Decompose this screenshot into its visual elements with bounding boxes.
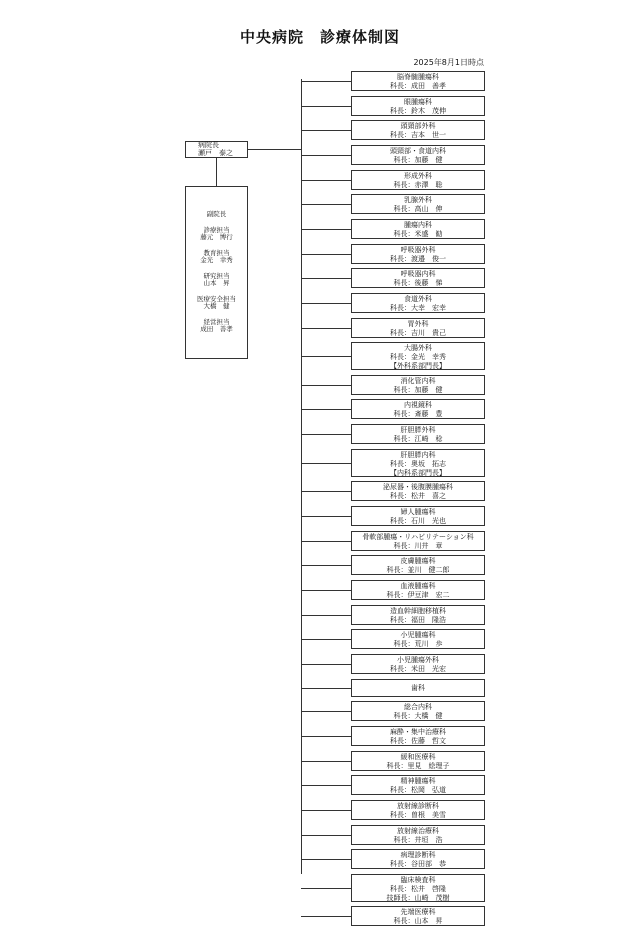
- department-name: 総合内科: [404, 703, 432, 712]
- staff-text: 山本 昇: [203, 279, 230, 287]
- department-name: 小児腫瘍科: [400, 631, 436, 640]
- department-box: [351, 654, 485, 674]
- department-connector: [301, 888, 351, 889]
- department-head: 科長：斎藤 豊: [393, 410, 443, 419]
- department-head: 科長：荒川 歩: [393, 640, 443, 649]
- department-head: 科長：里見 絵理子: [386, 761, 450, 770]
- department-connector: [301, 81, 351, 82]
- department-connector: [301, 664, 351, 665]
- department-name: 放射線治療科: [397, 826, 439, 835]
- department-head: 科長：山本 昇: [393, 917, 443, 926]
- department-connector: [301, 736, 351, 737]
- department-name: 精神腫瘍科: [400, 777, 436, 786]
- department-connector: [301, 328, 351, 329]
- department-head: 科長：赤澤 聡: [393, 180, 443, 189]
- director-box: [185, 141, 248, 158]
- department-box: [351, 293, 485, 313]
- department-connector: [301, 356, 351, 357]
- department-name: 乳腺外科: [404, 196, 432, 205]
- department-name: 形成外科: [404, 171, 432, 180]
- staff-group: [186, 273, 247, 288]
- department-box: [351, 342, 485, 370]
- department-name: 頭頸部・食道内科: [390, 147, 446, 155]
- staff-group: [186, 250, 247, 265]
- department-head: 科長：川井 章: [393, 541, 443, 550]
- department-name: 婦人腫瘍科: [400, 508, 436, 516]
- department-connector: [301, 180, 351, 181]
- department-name: 呼吸器外科: [400, 245, 436, 254]
- department-name: 呼吸器内科: [400, 270, 436, 279]
- department-connector: [301, 615, 351, 616]
- department-connector: [301, 639, 351, 640]
- staff-group: [186, 211, 247, 219]
- department-head: 科長：吉川 貴己: [390, 328, 446, 337]
- department-head: 科長：石川 光也: [390, 517, 446, 525]
- director-staff-connector: [216, 158, 217, 186]
- department-box: [351, 120, 485, 140]
- department-connector: [301, 385, 351, 386]
- department-connector: [301, 278, 351, 279]
- department-name: 臨床検査科: [400, 875, 436, 884]
- department-name: 食道外科: [404, 294, 432, 303]
- department-box: [351, 605, 485, 625]
- department-head: 科長：米盛 勧: [393, 229, 443, 238]
- department-connector: [301, 785, 351, 786]
- department-connector: [301, 463, 351, 464]
- department-connector: [301, 565, 351, 566]
- department-trunk-line: [301, 79, 302, 874]
- department-head: 科長：金光 幸秀: [390, 353, 446, 362]
- staff-text: 研究担当: [203, 271, 230, 280]
- department-connector: [301, 491, 351, 492]
- department-connector: [301, 810, 351, 811]
- department-name: 小児腫瘍外科: [397, 655, 439, 664]
- department-connector: [301, 303, 351, 304]
- staff-text: 医療安全担当: [197, 294, 236, 303]
- department-name: 腫瘍内科: [404, 220, 432, 229]
- staff-text: 金光 幸秀: [200, 256, 233, 264]
- department-name: 放射線診断科: [397, 801, 439, 810]
- department-head: 科長：大橋 健: [393, 712, 443, 721]
- department-box: [351, 555, 485, 575]
- department-connector: [301, 688, 351, 689]
- department-box: [351, 800, 485, 820]
- department-name: 緩和医療科: [400, 752, 436, 761]
- department-name: 造血幹細胞移植科: [390, 606, 446, 615]
- department-box: [351, 318, 485, 338]
- department-connector: [301, 254, 351, 255]
- department-box: [351, 506, 485, 526]
- staff-text: 教育担当: [203, 248, 230, 257]
- department-name: 歯科: [411, 683, 425, 692]
- department-connector: [301, 434, 351, 435]
- staff-text: 大橋 健: [203, 302, 230, 310]
- staff-text: 経営担当: [203, 317, 230, 326]
- department-name: 泌尿器・後腹膜腫瘍科: [383, 483, 453, 492]
- department-box: [351, 679, 485, 697]
- department-name: 脳脊髄腫瘍科: [397, 73, 439, 81]
- department-connector: [301, 204, 351, 205]
- department-head: 科長：松井 喜之: [390, 492, 446, 501]
- department-box: [351, 701, 485, 721]
- department-head: 科長：江崎 稔: [393, 435, 443, 444]
- department-name: 皮膚腫瘍科: [400, 557, 436, 566]
- department-box: [351, 849, 485, 869]
- department-head: 科長：鈴木 茂伸: [390, 106, 446, 115]
- department-connector: [301, 130, 351, 131]
- department-head: 科長：松岡 弘道: [390, 786, 446, 795]
- department-box: [351, 825, 485, 845]
- department-head: 科長：曽根 美雪: [390, 810, 446, 819]
- department-name: 肝胆膵内科: [400, 450, 436, 459]
- department-box: [351, 424, 485, 444]
- department-head: 科長：谷田部 恭: [390, 860, 446, 869]
- department-box: [351, 449, 485, 477]
- department-box: [351, 481, 485, 501]
- department-head: 技師長：山崎 茂樹: [386, 893, 450, 902]
- staff-group: [186, 227, 247, 242]
- staff-text: 診療担当: [203, 225, 230, 234]
- executive-staff-box: [185, 186, 248, 359]
- department-name: 消化管内科: [400, 376, 436, 385]
- director-connector: [248, 149, 301, 150]
- department-box: [351, 96, 485, 116]
- department-connector: [301, 106, 351, 107]
- department-name: 胃外科: [407, 319, 429, 328]
- department-name: 内視鏡科: [404, 401, 432, 410]
- department-box: [351, 399, 485, 419]
- department-head: 科長：大幸 宏幸: [390, 303, 446, 312]
- department-connector: [301, 761, 351, 762]
- department-head: 科長：伊豆津 宏二: [386, 591, 450, 599]
- department-box: [351, 531, 485, 551]
- department-connector: [301, 859, 351, 860]
- department-name: 眼腫瘍科: [404, 97, 432, 106]
- department-box: [351, 580, 485, 600]
- department-head: 科長：並川 健二郎: [386, 566, 450, 575]
- department-connector: [301, 590, 351, 591]
- department-connector: [301, 229, 351, 230]
- department-head: 科長：吉本 世一: [390, 131, 446, 140]
- department-box: [351, 71, 485, 91]
- department-name: 大腸外科: [404, 344, 432, 353]
- department-name: 病理診断科: [400, 851, 436, 860]
- staff-text: 成田 善孝: [200, 325, 233, 333]
- department-connector: [301, 409, 351, 410]
- director-role: 病院長: [198, 141, 219, 149]
- as-of-date: 2025年8月1日時点: [413, 58, 484, 67]
- department-box: [351, 906, 485, 926]
- department-box: [351, 170, 485, 190]
- staff-group: [186, 319, 247, 334]
- department-box: [351, 268, 485, 288]
- department-box: [351, 375, 485, 395]
- department-head: 科長：成田 善孝: [390, 82, 446, 90]
- department-box: [351, 145, 485, 165]
- department-connector: [301, 835, 351, 836]
- department-name: 骨軟部腫瘍・リハビリテーション科: [362, 532, 474, 541]
- department-name: 血液腫瘍科: [400, 582, 436, 590]
- department-box: [351, 244, 485, 264]
- department-head: 科長：後藤 悌: [393, 279, 443, 288]
- department-box: [351, 726, 485, 746]
- department-head: 科長：渡邉 俊一: [390, 254, 446, 263]
- department-connector: [301, 155, 351, 156]
- department-head: 科長：佐藤 哲文: [390, 736, 446, 745]
- department-connector: [301, 711, 351, 712]
- department-box: [351, 194, 485, 214]
- page-title: 中央病院 診療体制図: [239, 28, 400, 46]
- department-name: 頭頸部外科: [400, 122, 436, 131]
- department-head: 科長：加藤 健: [393, 156, 443, 164]
- department-head: 【外科系部門長】: [390, 362, 446, 371]
- department-name: 先端医療科: [400, 908, 436, 917]
- department-head: 科長：松井 啓隆: [390, 884, 446, 893]
- department-name: 肝胆膵外科: [400, 426, 436, 435]
- director-name: 瀬戸 泰之: [198, 148, 233, 157]
- department-name: 麻酔・集中治療科: [390, 727, 446, 736]
- department-box: [351, 629, 485, 649]
- department-box: [351, 775, 485, 795]
- department-head: 科長：高山 伸: [393, 205, 443, 214]
- department-head: 【内科系部門長】: [390, 468, 446, 477]
- staff-text: 副院長: [206, 210, 227, 218]
- department-box: [351, 751, 485, 771]
- staff-text: 藤元 博行: [200, 233, 233, 241]
- department-connector: [301, 516, 351, 517]
- department-head: 科長：米田 光宏: [390, 664, 446, 673]
- department-box: [351, 874, 485, 902]
- department-head: 科長：福田 隆浩: [390, 615, 446, 624]
- department-head: 科長：井垣 浩: [393, 835, 443, 844]
- department-head: 科長：加藤 健: [393, 385, 443, 394]
- department-box: [351, 219, 485, 239]
- staff-group: [186, 296, 247, 311]
- department-head: 科長：奥坂 拓志: [390, 459, 446, 468]
- department-connector: [301, 541, 351, 542]
- department-connector: [301, 916, 351, 917]
